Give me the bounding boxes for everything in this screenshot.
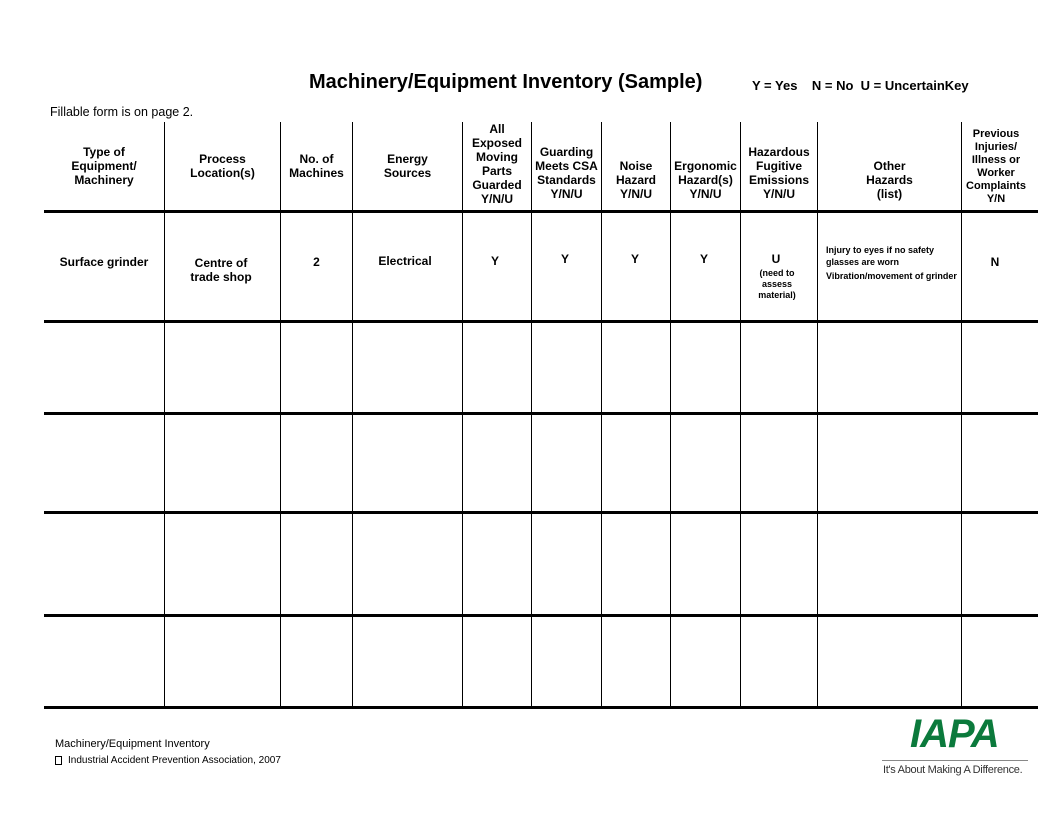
footer-copyright-text: Industrial Accident Prevention Association, 2007 <box>68 755 281 766</box>
row-divider <box>44 706 1038 709</box>
iapa-logo <box>882 712 1030 778</box>
cell-location: Centre of trade shop <box>190 256 252 284</box>
row-divider <box>44 210 1038 213</box>
legend: Y = Yes N = No U = UncertainKey <box>752 78 969 93</box>
cell-other-hazards <box>826 244 958 282</box>
header-csa: Guarding Meets CSA Standards Y/N/U <box>535 145 598 201</box>
other-hazard-item: Vibration/movement of grinder <box>826 271 957 281</box>
copyright-icon <box>55 756 62 765</box>
logo-rule <box>882 760 1028 761</box>
header-emissions: Hazardous Fugitive Emissions Y/N/U <box>748 145 810 201</box>
header-noise: Noise Hazard Y/N/U <box>615 159 656 201</box>
row-divider <box>44 614 1038 617</box>
other-hazard-item: Injury to eyes if no safety glasses are worn <box>826 245 935 267</box>
cell-emissions: U <box>771 252 781 266</box>
logo-wordmark: IAPA <box>910 712 999 756</box>
cell-guarded: Y <box>490 254 499 268</box>
logo-tagline: It's About Making A Difference. <box>883 764 1023 776</box>
cell-energy: Electrical <box>378 254 432 268</box>
cell-noise: Y <box>630 252 639 266</box>
cell-count: 2 <box>313 255 320 269</box>
cell-emissions-note: (need to assess material) <box>758 267 796 300</box>
fillable-note: Fillable form is on page 2. <box>50 105 194 119</box>
header-injuries: Previous Injuries/ Illness or Worker Complaints Y/N <box>966 128 1026 205</box>
cell-csa: Y <box>560 252 569 266</box>
header-energy: Energy Sources <box>383 152 432 180</box>
cell-injuries: N <box>990 255 1000 269</box>
header-other: Other Hazards (list) <box>866 159 913 201</box>
footer-title: Machinery/Equipment Inventory <box>55 738 210 750</box>
page-title: Machinery/Equipment Inventory (Sample) <box>309 71 703 93</box>
footer-copyright <box>55 755 281 766</box>
header-location: Process Location(s) <box>190 152 255 180</box>
row-divider <box>44 320 1038 323</box>
header-ergonomic: Ergonomic Hazard(s) Y/N/U <box>674 159 737 201</box>
cell-type: Surface grinder <box>59 255 149 269</box>
cell-ergonomic: Y <box>699 252 708 266</box>
row-divider <box>44 511 1038 514</box>
row-divider <box>44 412 1038 415</box>
header-type: Type of Equipment/ Machinery <box>71 145 137 187</box>
header-count: No. of Machines <box>289 152 344 180</box>
header-guarded: All Exposed Moving Parts Guarded Y/N/U <box>471 122 522 206</box>
